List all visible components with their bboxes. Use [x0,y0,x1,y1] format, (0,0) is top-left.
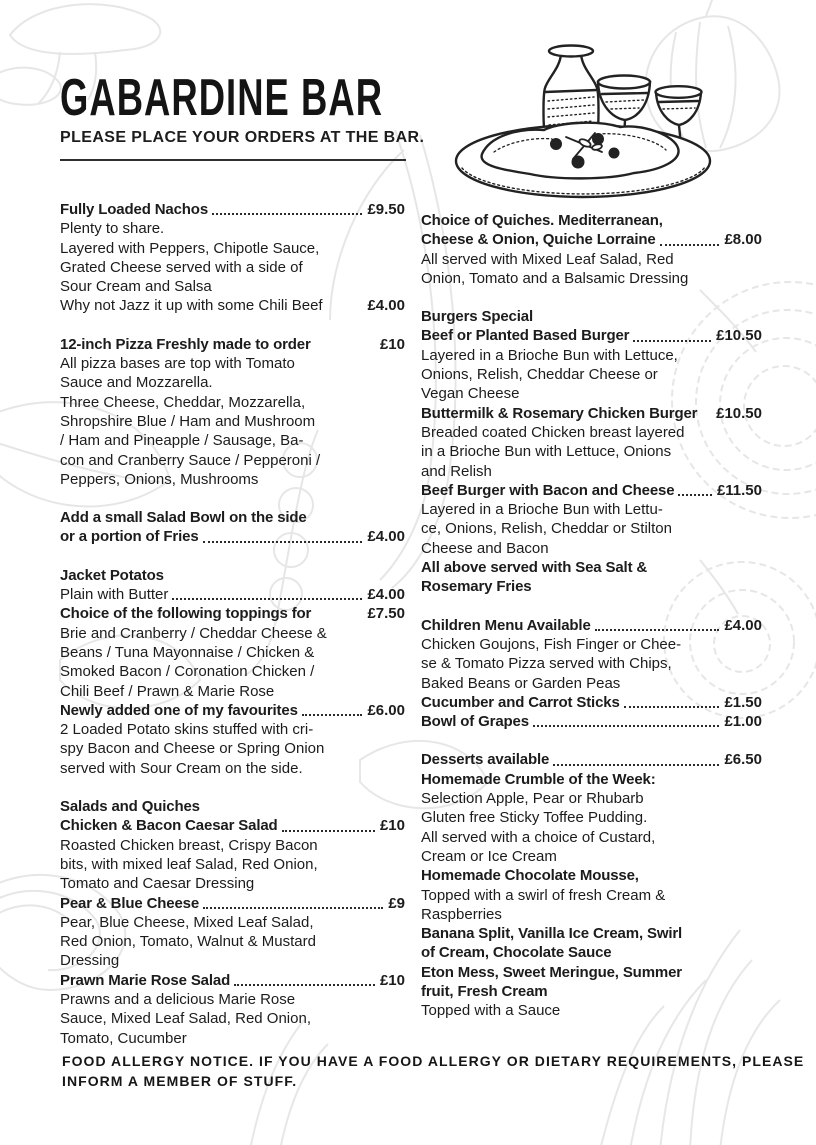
item-price: £10 [379,335,405,353]
description-text: Topped with a Sauce [421,1002,561,1020]
menu-description-line [421,654,762,673]
description-text: Raspberries [421,905,502,923]
description-text: All served with Mixed Leaf Salad, Red [421,250,674,268]
dot-leader [172,585,362,600]
item-name: Beef Burger with Bacon and Cheese [421,481,675,499]
menu-item-row [421,326,762,345]
dot-leader [624,693,720,708]
description-text: Breaded coated Chicken breast layered [421,423,685,441]
description-text: fruit, Fresh Cream [421,982,548,1000]
description-text: Baked Beans or Garden Peas [421,674,621,692]
menu-description-line [60,836,405,855]
description-text: Sauce and Mozzarella. [60,374,213,392]
description-text: Jacket Potatos [60,566,164,584]
item-price: £8.00 [724,231,762,249]
description-text: Rosemary Fries [421,578,532,596]
menu-description-line [421,963,762,982]
menu-description-line [421,635,762,654]
dot-leader [595,616,720,631]
description-text: Sauce, Mixed Leaf Salad, Red Onion, [60,1010,311,1028]
description-text: Roasted Chicken breast, Crispy Bacon [60,836,318,854]
menu-description-line [60,951,405,970]
menu-item-row [421,712,762,731]
item-price: £6.00 [367,701,405,719]
menu-description-line [60,739,405,758]
menu-description-line [421,924,762,943]
description-text: Plenty to share. [60,220,165,238]
menu-description-line [60,258,405,277]
item-name: Newly added one of my favourites [60,701,298,719]
menu-description-line [421,384,762,403]
menu-description-line [60,759,405,778]
item-name: Plain with Butter [60,586,169,604]
description-text: Banana Split, Vanilla Ice Cream, Swirl [421,925,683,943]
menu-item-row [60,816,405,835]
menu-section [60,797,405,1048]
menu-description-line [60,470,405,489]
item-name: Bowl of Grapes [421,713,529,731]
item-name: Choice of the following toppings for [60,605,312,623]
menu-description-line [421,539,762,558]
menu-description-line [421,674,762,693]
item-price: £10 [379,817,405,835]
menu-description-line [421,770,762,789]
dot-leader [203,527,363,542]
pizza-icon [456,123,710,197]
price-spacer [311,604,367,623]
menu-description-line [421,789,762,808]
item-price: £1.00 [724,713,762,731]
menu-description-line [421,442,762,461]
item-price: £1.50 [724,693,762,711]
item-name: Prawn Marie Rose Salad [60,971,231,989]
menu-item-row [60,894,405,913]
header-divider [60,159,406,161]
menu-description-line [60,451,405,470]
menu-description-line [60,874,405,893]
item-name: Desserts available [421,751,550,769]
description-text: of Cream, Chocolate Sauce [421,944,612,962]
menu-description-line [60,277,405,296]
menu-item-row [60,335,405,354]
menu-item-row [421,750,762,769]
menu-section [60,335,405,489]
description-text: Pear, Blue Cheese, Mixed Leaf Salad, [60,913,314,931]
menu-item-row [421,404,762,423]
description-text: Burgers Special [421,308,533,326]
menu-description-line [421,577,762,596]
description-text: Chili Beef / Prawn & Marie Rose [60,682,275,700]
menu-description-line [421,1001,762,1020]
order-instruction: PLEASE PLACE YOUR ORDERS AT THE BAR. [60,129,425,146]
menu-description-line [421,847,762,866]
menu-description-line [60,239,405,258]
description-text: Onion, Tomato and a Balsamic Dressing [421,269,689,287]
price-spacer [697,404,716,423]
menu-item-row [421,481,762,500]
item-price: £6.50 [724,751,762,769]
description-text: Vegan Cheese [421,385,520,403]
description-text: Prawns and a delicious Marie Rose [60,990,296,1008]
menu-description-line [421,462,762,481]
description-text: Topped with a swirl of fresh Cream & [421,886,666,904]
dot-leader [660,230,720,245]
dot-leader [553,750,719,765]
price-spacer [323,296,368,315]
menu-section [60,200,405,316]
item-price: £10.50 [716,327,762,345]
menu-item-row [60,585,405,604]
item-name: Cheese & Onion, Quiche Lorraine [421,231,656,249]
description-text: Gluten free Sticky Toffee Pudding. [421,809,648,827]
item-name: Pear & Blue Cheese [60,894,200,912]
menu-item-row [421,693,762,712]
menu-description-line [421,519,762,538]
menu-item-row [60,971,405,990]
menu-description-line [421,943,762,962]
menu-description-line [60,508,405,527]
menu-section [60,566,405,778]
description-text: Beans / Tuna Mayonnaise / Chicken & [60,643,315,661]
menu-description-line [60,412,405,431]
description-text: bits, with mixed leaf Salad, Red Onion, [60,855,318,873]
menu-column-left [60,200,405,1067]
description-text: Tomato, Cucumber [60,1029,187,1047]
dot-leader [633,326,711,341]
item-name: Beef or Planted Based Burger [421,327,630,345]
menu-description-line [60,932,405,951]
description-text: ce, Onions, Relish, Cheddar or Stilton [421,520,672,538]
description-text: Salads and Quiches [60,798,200,816]
menu-section [421,750,762,1020]
menu-description-line [60,354,405,373]
description-text: Sour Cream and Salsa [60,278,212,296]
menu-description-line [60,624,405,643]
dot-leader [212,200,362,215]
menu-description-line [60,1009,405,1028]
description-text: Layered in a Brioche Bun with Lettu- [421,501,663,519]
description-text: Add a small Salad Bowl on the side [60,509,307,527]
menu-description-line [421,905,762,924]
menu-description-line [60,643,405,662]
menu-description-line [60,431,405,450]
description-text: Onions, Relish, Cheddar Cheese or [421,366,658,384]
menu-description-line [60,662,405,681]
description-text: Shropshire Blue / Ham and Mushroom [60,412,316,430]
menu-description-line [421,808,762,827]
menu-section [421,616,762,732]
item-price: £9 [388,894,405,912]
description-text: All above served with Sea Salt & [421,559,648,577]
description-text: Choice of Quiches. Mediterranean, [421,212,663,229]
menu-description-line [421,346,762,365]
item-name: 12-inch Pizza Freshly made to order [60,335,311,353]
description-text: Tomato and Caesar Dressing [60,875,255,893]
menu-column-right [421,211,762,1040]
menu-description-line [421,365,762,384]
dot-leader [234,971,375,986]
description-text: Grated Cheese served with a side of [60,258,303,276]
menu-item-row [421,616,762,635]
menu-description-line [421,307,762,326]
description-text: se & Tomato Pizza served with Chips, [421,655,672,673]
description-text: Homemade Crumble of the Week: [421,770,656,788]
menu-description-line [421,828,762,847]
description-text: Dressing [60,952,120,970]
item-price: £4.00 [367,528,405,546]
item-price: £11.50 [716,481,762,499]
item-name: Chicken & Bacon Caesar Salad [60,817,278,835]
description-text: Brie and Cranberry / Cheddar Cheese & [60,624,327,642]
menu-description-line [60,393,405,412]
item-price: £7.50 [367,605,405,623]
menu-section [60,508,405,547]
menu-description-line [60,720,405,739]
item-name: Children Menu Available [421,616,591,634]
description-text: 2 Loaded Potato skins stuffed with cri- [60,721,314,739]
allergy-notice-line-1: FOOD ALLERGY NOTICE. IF YOU HAVE A FOOD ALLERGY OR DIETARY REQUIREMENTS, PLEASE [62,1053,805,1069]
menu-section [421,211,762,288]
dot-leader [533,712,720,727]
description-text: Chicken Goujons, Fish Finger or Chee- [421,635,682,653]
allergy-notice [62,1051,805,1091]
description-text: Selection Apple, Pear or Rhubarb [421,790,644,808]
menu-description-line [421,886,762,905]
menu-description-line [60,1029,405,1048]
menu-description-line [60,219,405,238]
dot-leader [203,894,383,909]
menu-item-row [60,604,405,623]
menu-description-line [421,269,762,288]
description-text: All pizza bases are top with Tomato [60,355,295,373]
item-price: £4.00 [367,297,405,315]
description-text: Cream or Ice Cream [421,847,557,865]
item-name: or a portion of Fries [60,528,199,546]
item-price: £4.00 [724,616,762,634]
description-text: spy Bacon and Cheese or Spring Onion [60,740,325,758]
description-text: and Relish [421,462,492,480]
menu-description-line [60,566,405,585]
dot-leader [678,481,711,496]
item-price: £9.50 [367,201,405,218]
description-text: Cheese and Bacon [421,539,549,557]
item-price: £4.00 [367,586,405,604]
description-text: in a Brioche Bun with Lettuce, Onions [421,443,672,461]
menu-header [60,69,425,161]
price-spacer [311,335,380,354]
dot-leader [302,701,363,716]
description-text: Layered in a Brioche Bun with Lettuce, [421,346,678,364]
menu-description-line [421,423,762,442]
description-text: Smoked Bacon / Coronation Chicken / [60,663,315,681]
description-text: Layered with Peppers, Chipotle Sauce, [60,239,320,257]
menu-description-line [60,990,405,1009]
menu-section [421,307,762,596]
menu-description-line [60,913,405,932]
page-title: GABARDINE BAR [60,69,384,127]
description-text: Eton Mess, Sweet Meringue, Summer [421,963,682,981]
menu-item-row [421,230,762,249]
menu-description-line [421,866,762,885]
item-name: Fully Loaded Nachos [60,201,209,218]
description-text: Peppers, Onions, Mushrooms [60,470,259,488]
pizza-wine-illustration [448,30,723,202]
menu-item-row [60,296,405,315]
menu-description-line [421,558,762,577]
menu-description-line [60,855,405,874]
description-text: / Ham and Pineapple / Sausage, Ba- [60,432,304,450]
item-name: Buttermilk & Rosemary Chicken Burger [421,404,698,422]
description-text: Homemade Chocolate Mousse, [421,867,639,885]
item-name: Why not Jazz it up with some Chili Beef [60,297,323,315]
menu-item-row [60,200,405,219]
menu-item-row [60,527,405,546]
allergy-notice-line-2: INFORM A MEMBER OF STUFF. [62,1073,298,1089]
item-price: £10.50 [716,404,762,422]
menu-description-line [60,682,405,701]
menu-description-line [421,211,762,230]
menu-item-row [60,701,405,720]
menu-description-line [60,797,405,816]
description-text: con and Cranberry Sauce / Pepperoni / [60,451,321,469]
description-text: Red Onion, Tomato, Walnut & Mustard [60,933,316,951]
menu-description-line [60,373,405,392]
menu-description-line [421,250,762,269]
description-text: Three Cheese, Cheddar, Mozzarella, [60,393,306,411]
description-text: served with Sour Cream on the side. [60,759,303,777]
description-text: All served with a choice of Custard, [421,828,656,846]
item-name: Cucumber and Carrot Sticks [421,693,620,711]
menu-description-line [421,500,762,519]
dot-leader [282,816,375,831]
menu-description-line [421,982,762,1001]
item-price: £10 [379,971,405,989]
